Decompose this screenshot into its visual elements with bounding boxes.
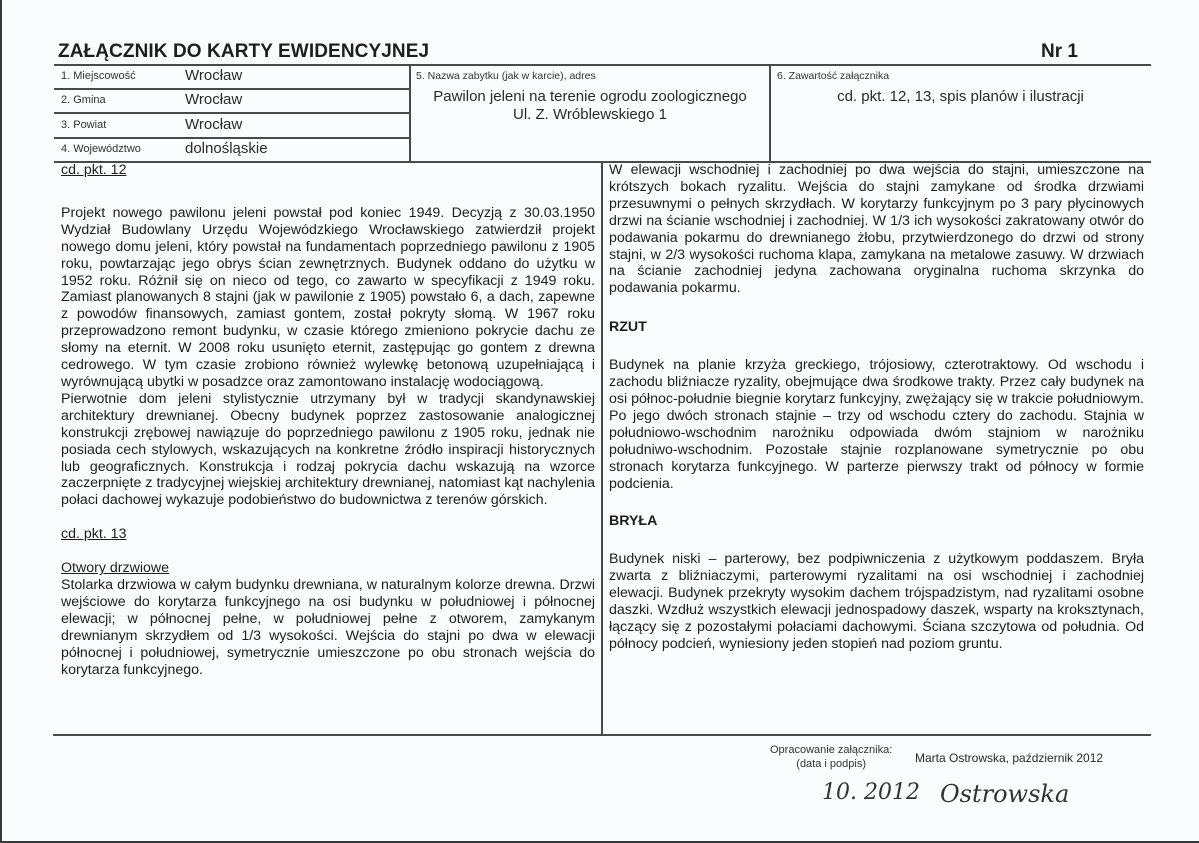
plan-text: Budynek na planie krzyża greckiego, trójosiowy, czterotraktowy. Od wschodu i zachodu bliźniacze ryzality, obejmujące dwa środkowe trakty. Przez cały budynek na osi północ-południe biegnie korytarz funkcyjny, zwężający się w trakcie południowym. Po jego dwóch stronach stajnie – trzy od wschodu cztery do zachodu. Stajnia w południowo-wschodnim narożniku odpowiada dwóm stajniom w narożniku południwo-wschodnim. Pozostałe stajnie rozplanowane symetrycznie po obu stronach korytarza funkcyjnego. W parterze pierwszy trakt od północy w formie podcienia. bbox=[609, 357, 1144, 492]
monument-name-block bbox=[410, 88, 770, 124]
county-label: 3. Powiat bbox=[61, 119, 107, 131]
row-divider bbox=[54, 137, 410, 139]
body-col-divider bbox=[601, 161, 603, 735]
voivodeship-value: dolnośląskie bbox=[185, 140, 268, 157]
mass-text: Budynek niski – parterowy, bez podpiwniczenia z użytkowym poddaszem. Bryła zwarta z bliźniaczymi, parterowymi ryzalitami na osi wschodniej i zachodniej elewacji. Budynek przekryty wysokim dachem trójspadzistym, nad ryzalitami osobne daszki. Wzdłuż wszystkich elewacji jednospadowy daszek, wsparty na kroksztynach, łączący się z pozostałymi połaciami dachowymi. Ściana szczytowa od południa. Od północy podcień, wyniesiony jeden stopień nad poziom gruntu. bbox=[609, 551, 1144, 652]
prepared-by-label-line2: (data i podpis) bbox=[796, 758, 866, 770]
right-column bbox=[609, 162, 1144, 653]
scan-edge-left bbox=[0, 0, 2, 843]
monument-name: Pawilon jeleni na terenie ogrodu zoologicznego bbox=[433, 88, 747, 105]
body-bottom-rule bbox=[53, 734, 1151, 736]
handwritten-signature: Ostrowska bbox=[940, 780, 1070, 808]
row-divider bbox=[54, 112, 410, 114]
monument-address: Ul. Z. Wróblewskiego 1 bbox=[513, 106, 667, 123]
section-13-heading: cd. pkt. 13 bbox=[61, 526, 127, 543]
row-divider bbox=[54, 88, 410, 90]
prepared-by-label-line1: Opracowanie załącznika: bbox=[770, 744, 893, 756]
contents-label: 6. Zawartość załącznika bbox=[777, 70, 890, 82]
section-12-paragraph-1: Projekt nowego pawilonu jeleni powstał pod koniec 1949. Decyzją z 30.03.1950 Wydział Budowlany Urzędu Wojewódzkiego Wrocławskiego zatwierdził projekt nowego domu jeleni, który powstał na fundamentach poprzedniego pawilonu z 1905 roku, powtarzając jego obrys ścian zewnętrznych. Budynek oddano do użytku w 1952 roku. Różnił się on nieco od tego, co zawarto w specyfikacji z 1949 roku. Zamiast planowanych 8 stajni (jak w pawilonie z 1905) powstało 6, a dach, zapewne z powodów finansowych, zamiast gontem, został pokryty słomą. W 1967 roku przeprowadzono remont budynku, w czasie którego zmieniono pokrycie dachu ze słomy na eternit. W 2008 roku usunięto eternit, zastępując go gontem z drewna cedrowego. W tym czasie zrobiono również wylewkę betonową uzupełniającą i wyrównującą ubytki w posadzce oraz zamontowano instalację wodociągową. bbox=[61, 204, 595, 390]
mass-heading: BRYŁA bbox=[609, 513, 658, 530]
doors-text: Stolarka drzwiowa w całym budynku drewniana, w naturalnym kolorze drewna. Drzwi wejściowe do korytarza funkcyjnego na osi budynku w południowej i północnej elewacji; w północnej pełne, w południowej pełne z otworem, zamykanym drewnianym skrzydłem od 1/3 wysokości. Wejścia do stajni po dwa w elewacji północnej i południowej, symetrycznie umieszczone po obu stronach wejścia do korytarza funkcyjnego. bbox=[61, 577, 595, 678]
header-top-rule bbox=[54, 64, 1151, 66]
plan-heading: RZUT bbox=[609, 319, 647, 336]
left-column bbox=[61, 162, 595, 678]
doors-continued-text: W elewacji wschodniej i zachodniej po dwa wejścia do stajni, umieszczone na krótszych bokach ryzalitu. Wejścia do stajni zamykane od środka drzwiami przesuwnymi o pełnych skrzydłach. W korytarzy funkcyjnym po 3 pary płycinowych drzwi na ścianie wschodniej i zachodniej. W 1/3 ich wysokości zakratowany otwór do podawania pokarmu do drewnianego żłobu, przytwierdzonego do drzwi od strony stajni, w 2/3 wysokości ruchoma klapa, zamykana na metalowe zasuwy. W drzwiach na ścianie zachodniej jedyna zachowana oryginalna ruchoma skrzynka do podawania pokarmu. bbox=[609, 162, 1144, 297]
contents-value: cd. pkt. 12, 13, spis planów i ilustracji bbox=[837, 88, 1084, 105]
monument-label: 5. Nazwa zabytku (jak w karcie), adres bbox=[416, 70, 596, 82]
commune-value: Wrocław bbox=[185, 91, 243, 108]
locality-label: 1. Miejscowość bbox=[61, 70, 136, 82]
handwritten-date: 10. 2012 bbox=[822, 780, 920, 805]
section-12-paragraph-2: Pierwotnie dom jeleni stylistycznie utrzymany był w tradycji skandynawskiej architektury drewnianej. Obecny budynek poprzez zastosowanie analogicznej konstrukcji zrębowej nawiązuje do poprzedniego pawilonu z 1905 roku, jednak nie posiada cech stylowych, wskazujących na konkretne źródło inspiracji historycznych lub geograficznych. Konstrukcja i rodzaj pokrycia dachu wskazują na wzorce zaczerpnięte z tradycyjnej wiejskiej architektury drewnianej, natomiast kąt nachylenia połaci dachowej wykazuje podobieństwo do budownictwa z terenów górskich. bbox=[61, 390, 595, 509]
document-title: ZAŁĄCZNIK DO KARTY EWIDENCYJNEJ bbox=[58, 41, 430, 62]
locality-value: Wrocław bbox=[185, 67, 243, 84]
voivodeship-label: 4. Województwo bbox=[61, 143, 141, 155]
county-value: Wrocław bbox=[185, 116, 243, 133]
prepared-by-label bbox=[770, 743, 892, 771]
commune-label: 2. Gmina bbox=[61, 94, 106, 106]
doors-heading: Otwory drzwiowe bbox=[61, 560, 170, 577]
document-number: Nr 1 bbox=[1041, 41, 1078, 62]
author-and-date: Marta Ostrowska, październik 2012 bbox=[915, 751, 1104, 765]
section-12-heading: cd. pkt. 12 bbox=[61, 162, 127, 178]
